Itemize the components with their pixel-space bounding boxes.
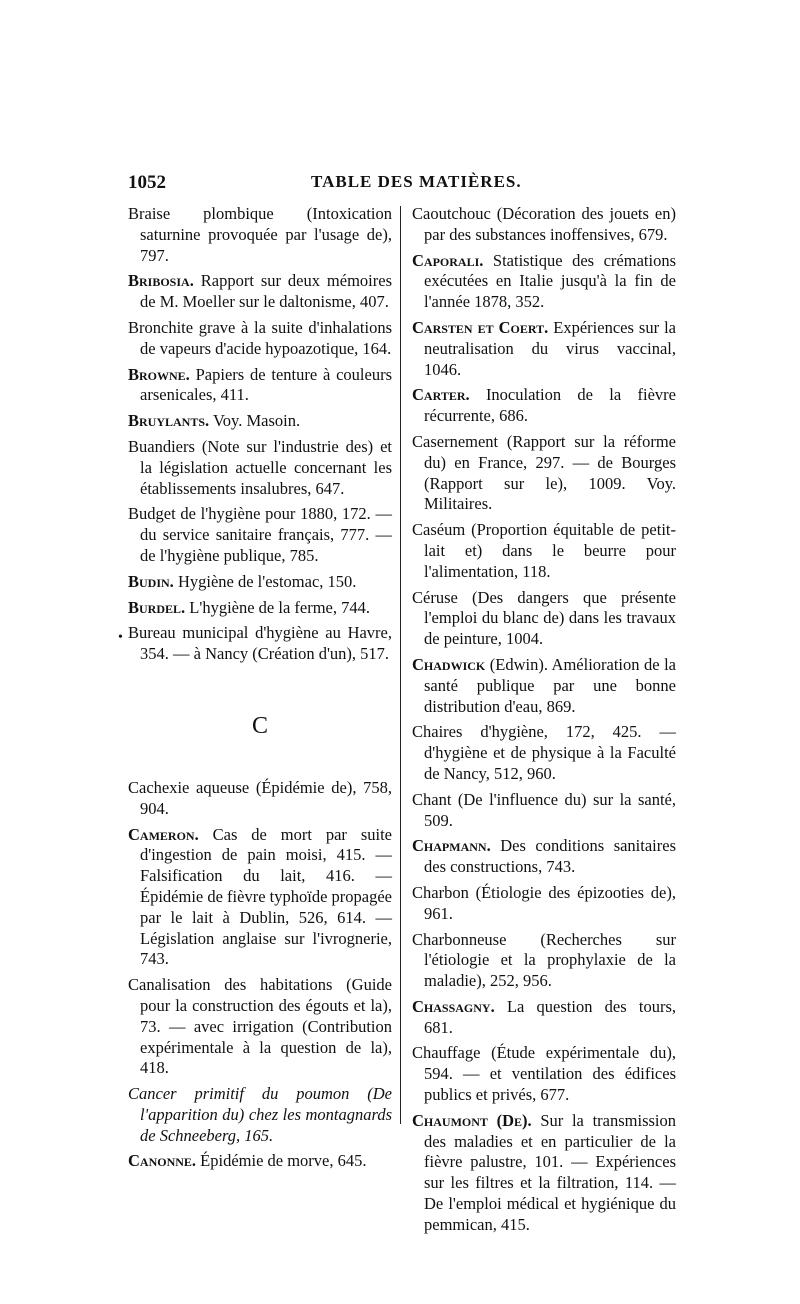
index-entry: Cachexie aqueuse (Épidémie de), 758, 904. (128, 777, 392, 818)
section-letter: C (251, 712, 268, 739)
index-entry: Bureau municipal d'hygiène au Havre, 354. — à Nancy (Création d'un), 517. (128, 623, 392, 664)
running-title: TABLE DES MATIÈRES. (311, 172, 522, 191)
index-entry: Carsten et Coert. Expériences sur la neutralisation du virus vaccinal, 1046. (412, 317, 676, 379)
index-entry: Caoutchouc (Décoration des jouets en) par des substances inoffensives, 679. (412, 204, 676, 244)
index-entry: Cameron. Cas de mort par suite d'ingestion de pain moisi, 415. — Falsification du lait, 416. — Épidémie de fièvre typhoïde propagée par le lait à Dublin, 526, 614. — Législation anglaise sur l'ivrognerie, 743. (128, 824, 392, 969)
index-entry: Casernement (Rapport sur la réforme du) en France, 297. — de Bourges (Rapport sur le), 1009. Voy. Militaires. (412, 431, 676, 514)
index-entry: Carter. Inoculation de la fièvre récurrente, 686. (412, 385, 676, 426)
index-entry: Braise plombique (Intoxication saturnine provoquée par l'usage de), 797. (128, 204, 392, 265)
index-entry: Charbon (Étiologie des épizooties de), 961. (412, 882, 676, 923)
index-entry: Chaires d'hygiène, 172, 425. — d'hygiène et de physique à la Faculté de Nancy, 512, 960. (412, 722, 676, 783)
index-entry: Buandiers (Note sur l'industrie des) et la législation actuelle concernant les établissements insalubres, 647. (128, 436, 392, 498)
index-entry: Céruse (Des dangers que présente l'emploi du blanc de) dans les travaux de peinture, 1004. (412, 587, 676, 649)
index-entry: Cancer primitif du poumon (De l'apparition du) chez les montagnards de Schneeberg, 165. (128, 1084, 392, 1145)
index-entry: Chassagny. La question des tours, 681. (412, 996, 676, 1037)
index-entry: Caséum (Proportion équitable de petit-lait et) dans le beurre pour l'alimentation, 118. (412, 520, 676, 581)
index-entry: Chapmann. Des conditions sanitaires des constructions, 743. (412, 836, 676, 877)
index-entry: Chauffage (Étude expérimentale du), 594. — et ventilation des édifices publics et privés, 677. (412, 1043, 676, 1105)
bullet-mark: • (118, 630, 123, 645)
index-entry: Chaumont (De). Sur la transmission des maladies et en particulier de la fièvre palustre, 101. — Expériences sur les filtres et la filtration, 114. — De l'emploi médical et hygiénique du pemmican, 415. (412, 1110, 677, 1234)
page-number: 1052 (128, 172, 166, 193)
page-header (128, 172, 676, 196)
index-entry: Chadwick (Edwin). Amélioration de la santé publique par une bonne distribution d'eau, 869. (412, 654, 676, 716)
index-entry: Budget de l'hygiène pour 1880, 172. — du service sanitaire français, 777. — de l'hygiène publique, 785. (128, 504, 392, 565)
index-entry: Chant (De l'influence du) sur la santé, 509. (412, 789, 676, 830)
column-divider (400, 206, 401, 1124)
index-entry: Budin. Hygiène de l'estomac, 150. (128, 571, 357, 591)
index-entry: Charbonneuse (Recherches sur l'étiologie et la prophylaxie de la maladie), 252, 956. (412, 929, 676, 991)
index-entry: Bribosia. Rapport sur deux mémoires de M. Moeller sur le daltonisme, 407. (128, 271, 392, 312)
right-column (412, 204, 676, 1241)
index-entry: Bruylants. Voy. Masoin. (128, 411, 301, 431)
index-entry: Canonne. Épidémie de morve, 645. (128, 1151, 367, 1171)
index-entry: Caporali. Statistique des crémations exécutées en Italie jusqu'à la fin de l'année 1878, 352. (412, 250, 676, 312)
index-entry: Burdel. L'hygiène de la ferme, 744. (128, 597, 371, 617)
index-entry: Canalisation des habitations (Guide pour la construction des égouts et la), 73. — avec irrigation (Contribution expérimentale à la question de la), 418. (128, 975, 392, 1078)
index-entry: Bronchite grave à la suite d'inhalations de vapeurs d'acide hypoazotique, 164. (128, 317, 392, 358)
left-column (128, 204, 392, 1177)
index-entry: Browne. Papiers de tenture à couleurs arsenicales, 411. (128, 364, 392, 405)
